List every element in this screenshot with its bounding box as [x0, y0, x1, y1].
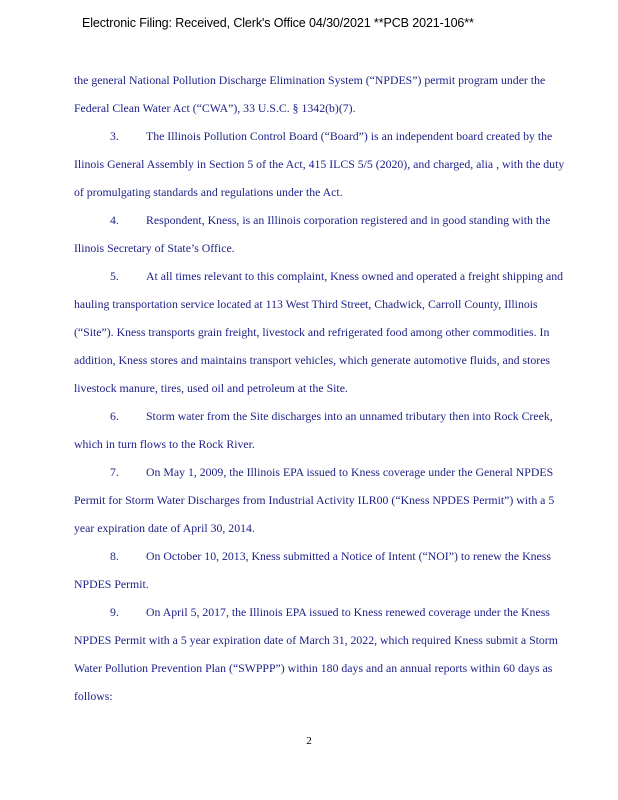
paragraph-text: On April 5, 2017, the Illinois EPA issued to Kness renewed coverage under the Kness NPDES Permit with a 5 year expiration date of March 31, 2022, which required Kness submit a Storm Water Pollution Prevention Plan (“SWPPP”) within 180 days and an annual reports within 60 days as follows: [74, 605, 558, 703]
filing-stamp: Electronic Filing: Received, Clerk's Office 04/30/2021 **PCB 2021-106** [82, 16, 474, 30]
paragraph-7 [74, 458, 574, 542]
paragraph-3 [74, 122, 574, 206]
document-body [74, 66, 574, 710]
paragraph-number: 4. [110, 213, 119, 227]
paragraph-text: Storm water from the Site discharges into an unnamed tributary then into Rock Creek, which in turn flows to the Rock River. [74, 409, 553, 451]
paragraph-number: 8. [110, 549, 119, 563]
paragraph-5 [74, 262, 574, 402]
paragraph-text: Respondent, Kness, is an Illinois corporation registered and in good standing with the Ilinois Secretary of State’s Office. [74, 213, 551, 255]
paragraph-number: 6. [110, 409, 119, 423]
paragraph-text: At all times relevant to this complaint, Kness owned and operated a freight shipping and hauling transportation service located at 113 West Third Street, Chadwick, Carroll County, Illinois (“Site”). Kness transports grain freight, livestock and refrigerated food among other commodities. In addition, Kness stores and maintains transport vehicles, which generate automotive fluids, and stores livestock manure, tires, used oil and petroleum at the Site. [74, 269, 564, 395]
paragraph-number: 3. [110, 129, 119, 143]
paragraph-text: The Illinois Pollution Control Board (“Board”) is an independent board created by the Ilinois General Assembly in Section 5 of the Act, 415 ILCS 5/5 (2020), and charged, alia , with the duty of promulgating standards and regulations under the Act. [74, 129, 565, 199]
paragraph-9 [74, 598, 574, 710]
paragraph-number: 5. [110, 269, 119, 283]
paragraph-number: 7. [110, 465, 119, 479]
paragraph-4 [74, 206, 574, 262]
paragraph-continuation: the general National Pollution Discharge Elimination System (“NPDES”) permit program under the Federal Clean Water Act (“CWA”), 33 U.S.C. § 1342(b)(7). [74, 73, 546, 115]
paragraph-6 [74, 402, 574, 458]
page-number: 2 [306, 735, 312, 747]
paragraph-text: On May 1, 2009, the Illinois EPA issued to Kness coverage under the General NPDES Permit for Storm Water Discharges from Industrial Activity ILR00 (“Kness NPDES Permit”) with a 5 year expiration date of April 30, 2014. [74, 465, 555, 535]
paragraph-8 [74, 542, 574, 598]
paragraph-number: 9. [110, 605, 119, 619]
paragraph-text: On October 10, 2013, Kness submitted a Notice of Intent (“NOI”) to renew the Kness NPDES Permit. [74, 549, 551, 591]
